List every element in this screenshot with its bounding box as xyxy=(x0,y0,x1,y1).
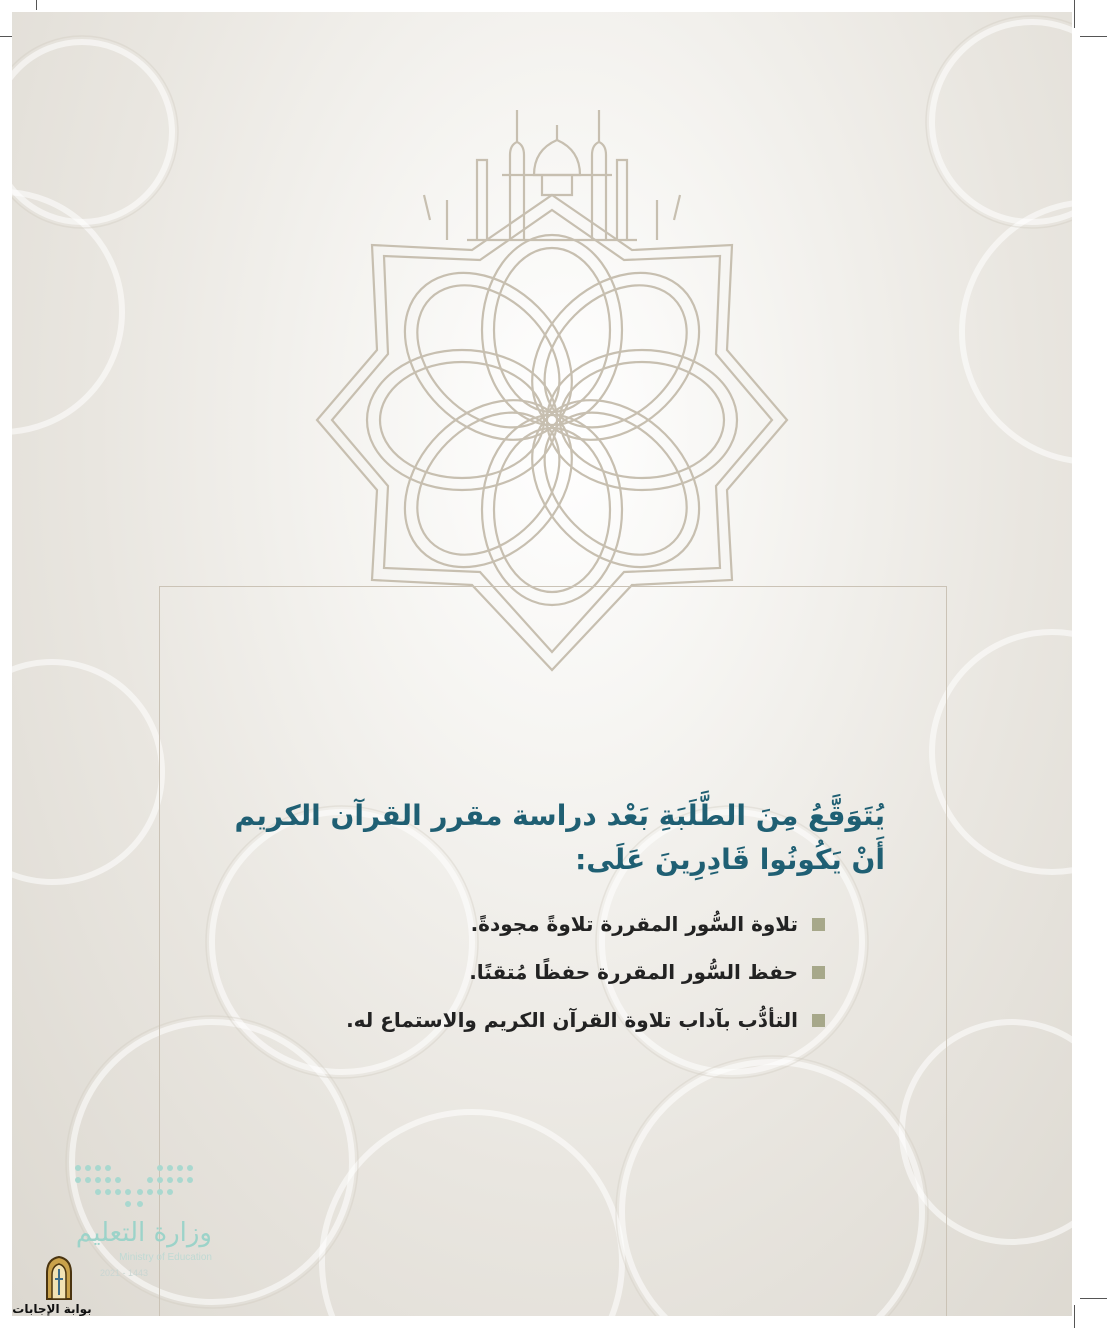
objective-text: التأدُّب بآداب تلاوة القرآن الكريم والاستماع له. xyxy=(346,1008,798,1032)
watermark-label: بوابة الإجابات xyxy=(12,1302,92,1316)
list-item xyxy=(185,956,825,988)
watermark-badge xyxy=(2,1252,112,1328)
mosque-badge-icon xyxy=(44,1255,74,1301)
square-bullet-icon xyxy=(812,1014,825,1027)
crop-mark-right-bottom xyxy=(1080,1298,1107,1299)
crop-mark-right-top xyxy=(1080,36,1107,37)
list-item xyxy=(185,908,825,940)
ministry-dots-icon xyxy=(70,1160,210,1210)
objective-text: تلاوة السُّور المقررة تلاوةً مجودةً. xyxy=(470,912,798,936)
objectives-list xyxy=(185,908,825,1052)
objective-text: حفظ السُّور المقررة حفظًا مُتقنًا. xyxy=(469,960,798,984)
ministry-year: 2021 - 1443 xyxy=(100,1268,149,1278)
crop-mark-bottom-right xyxy=(1074,1305,1075,1328)
ministry-name-arabic: وزارة التعليم xyxy=(75,1218,212,1248)
objectives-heading xyxy=(185,794,885,882)
heading-line-2: أَنْ يَكُونُوا قَادِرِينَ عَلَى: xyxy=(575,843,885,876)
list-item xyxy=(185,1004,825,1036)
heading-line-1: يُتَوَقَّعُ مِنَ الطَّلَبَةِ بَعْد دراسة مقرر القرآن الكريم xyxy=(234,799,885,832)
crop-mark-top-right xyxy=(1074,0,1075,28)
square-bullet-icon xyxy=(812,918,825,931)
square-bullet-icon xyxy=(812,966,825,979)
ministry-name-english: Ministry of Education xyxy=(119,1252,212,1263)
crop-mark-top-left xyxy=(36,0,37,10)
book-page xyxy=(12,12,1072,1316)
